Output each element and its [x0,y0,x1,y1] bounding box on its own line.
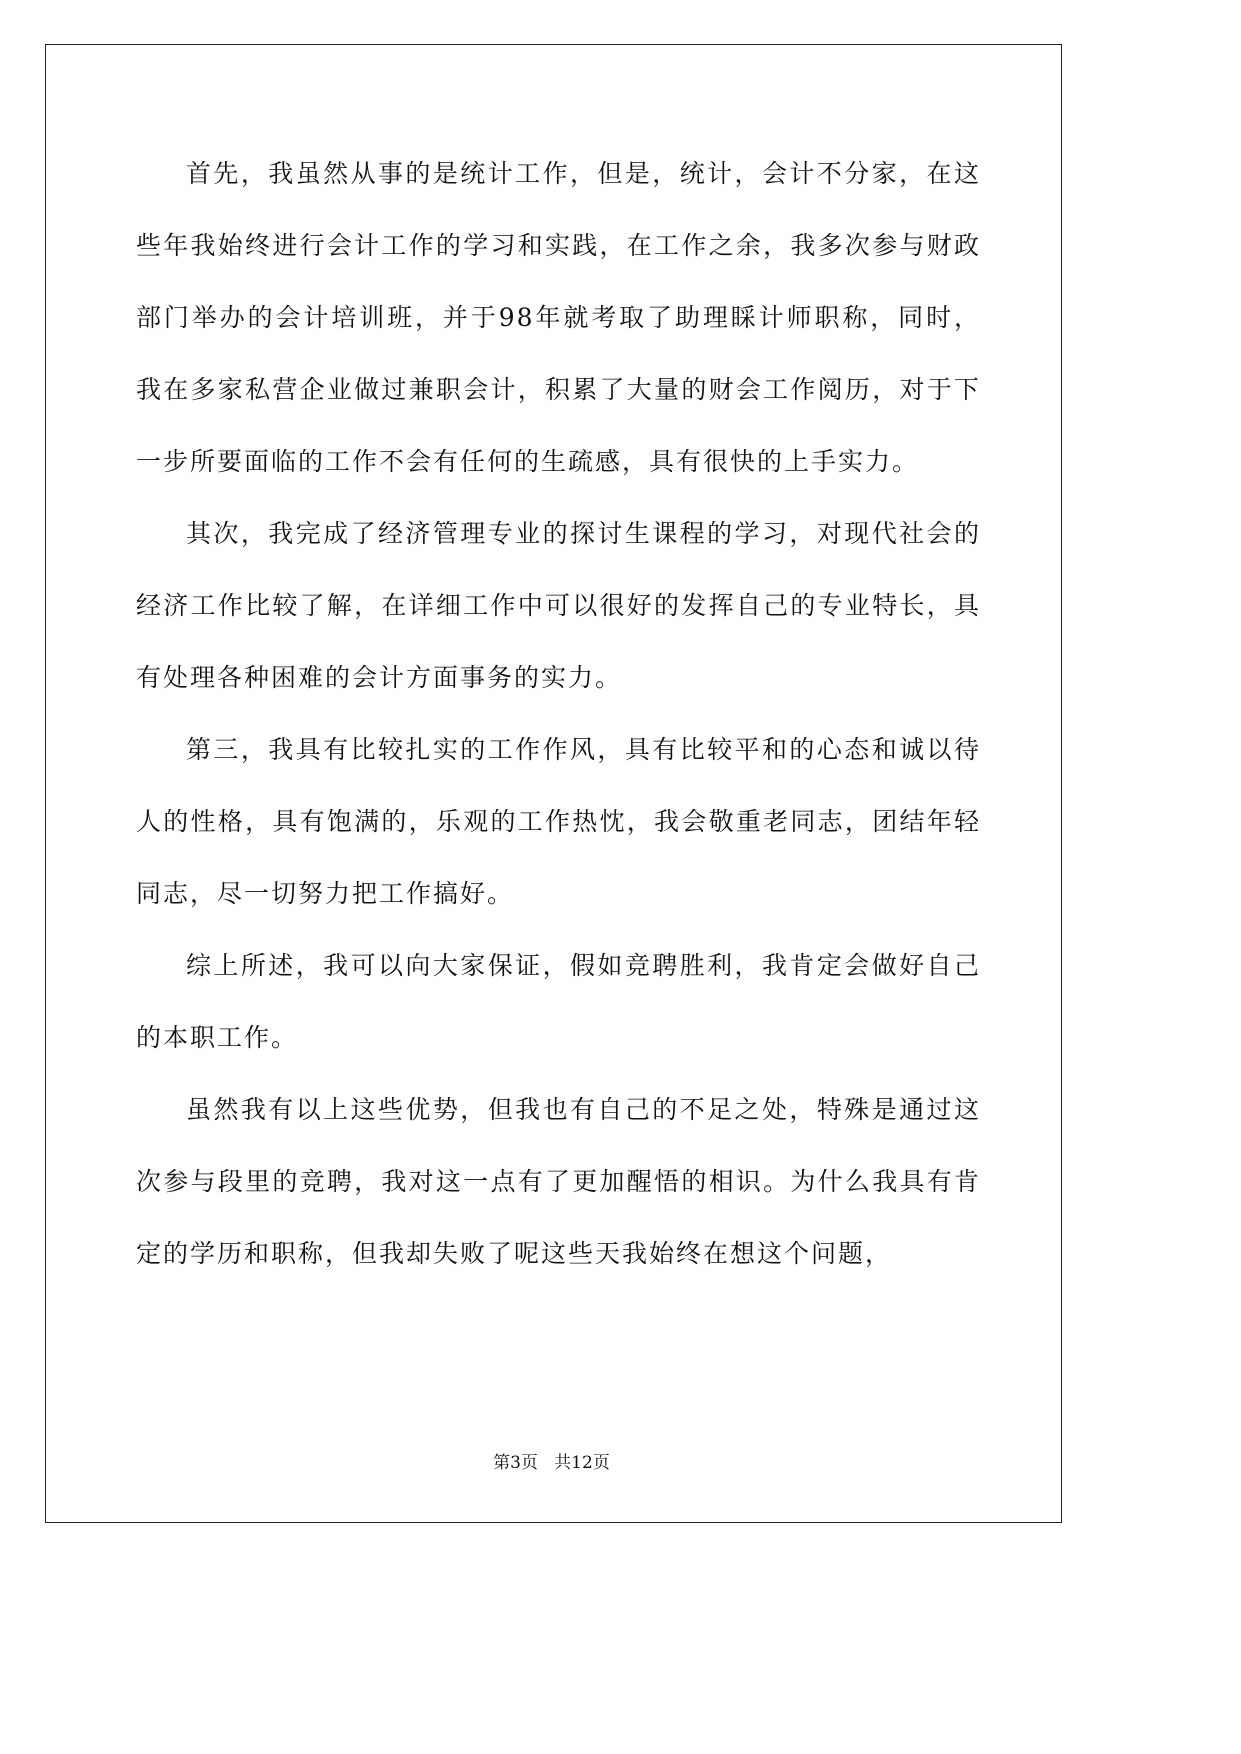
document-body [136,138,981,1290]
paragraph-4: 综上所述，我可以向大家保证，假如竞聘胜利，我肯定会做好自己的本职工作。 [136,951,981,1052]
paragraph-1: 首先，我虽然从事的是统计工作，但是，统计，会计不分家，在这些年我始终进行会计工作的学习和实践，在工作之余，我多次参与财政部门举办的会计培训班，并于98年就考取了助理睬计师职称，同时，我在多家私营企业做过兼职会计，积累了大量的财会工作阅历，对于下一步所要面临的工作不会有任何的生疏感，具有很快的上手实力。 [136,159,981,476]
paragraph-5: 虽然我有以上这些优势，但我也有自己的不足之处，特殊是通过这次参与段里的竞聘，我对这一点有了更加醒悟的相识。为什么我具有肯定的学历和职称，但我却失败了呢这些天我始终在想这个问题， [136,1095,981,1268]
paragraph-2: 其次，我完成了经济管理专业的探讨生课程的学习，对现代社会的经济工作比较了解，在详细工作中可以很好的发挥自己的专业特长，具有处理各种困难的会计方面事务的实力。 [136,519,981,692]
paragraph-3: 第三，我具有比较扎实的工作作风，具有比较平和的心态和诚以待人的性格，具有饱满的，乐观的工作热忱，我会敬重老同志，团结年轻同志，尽一切努力把工作搞好。 [136,735,981,908]
page-number-footer: 第3页 共12页 [493,1453,610,1473]
